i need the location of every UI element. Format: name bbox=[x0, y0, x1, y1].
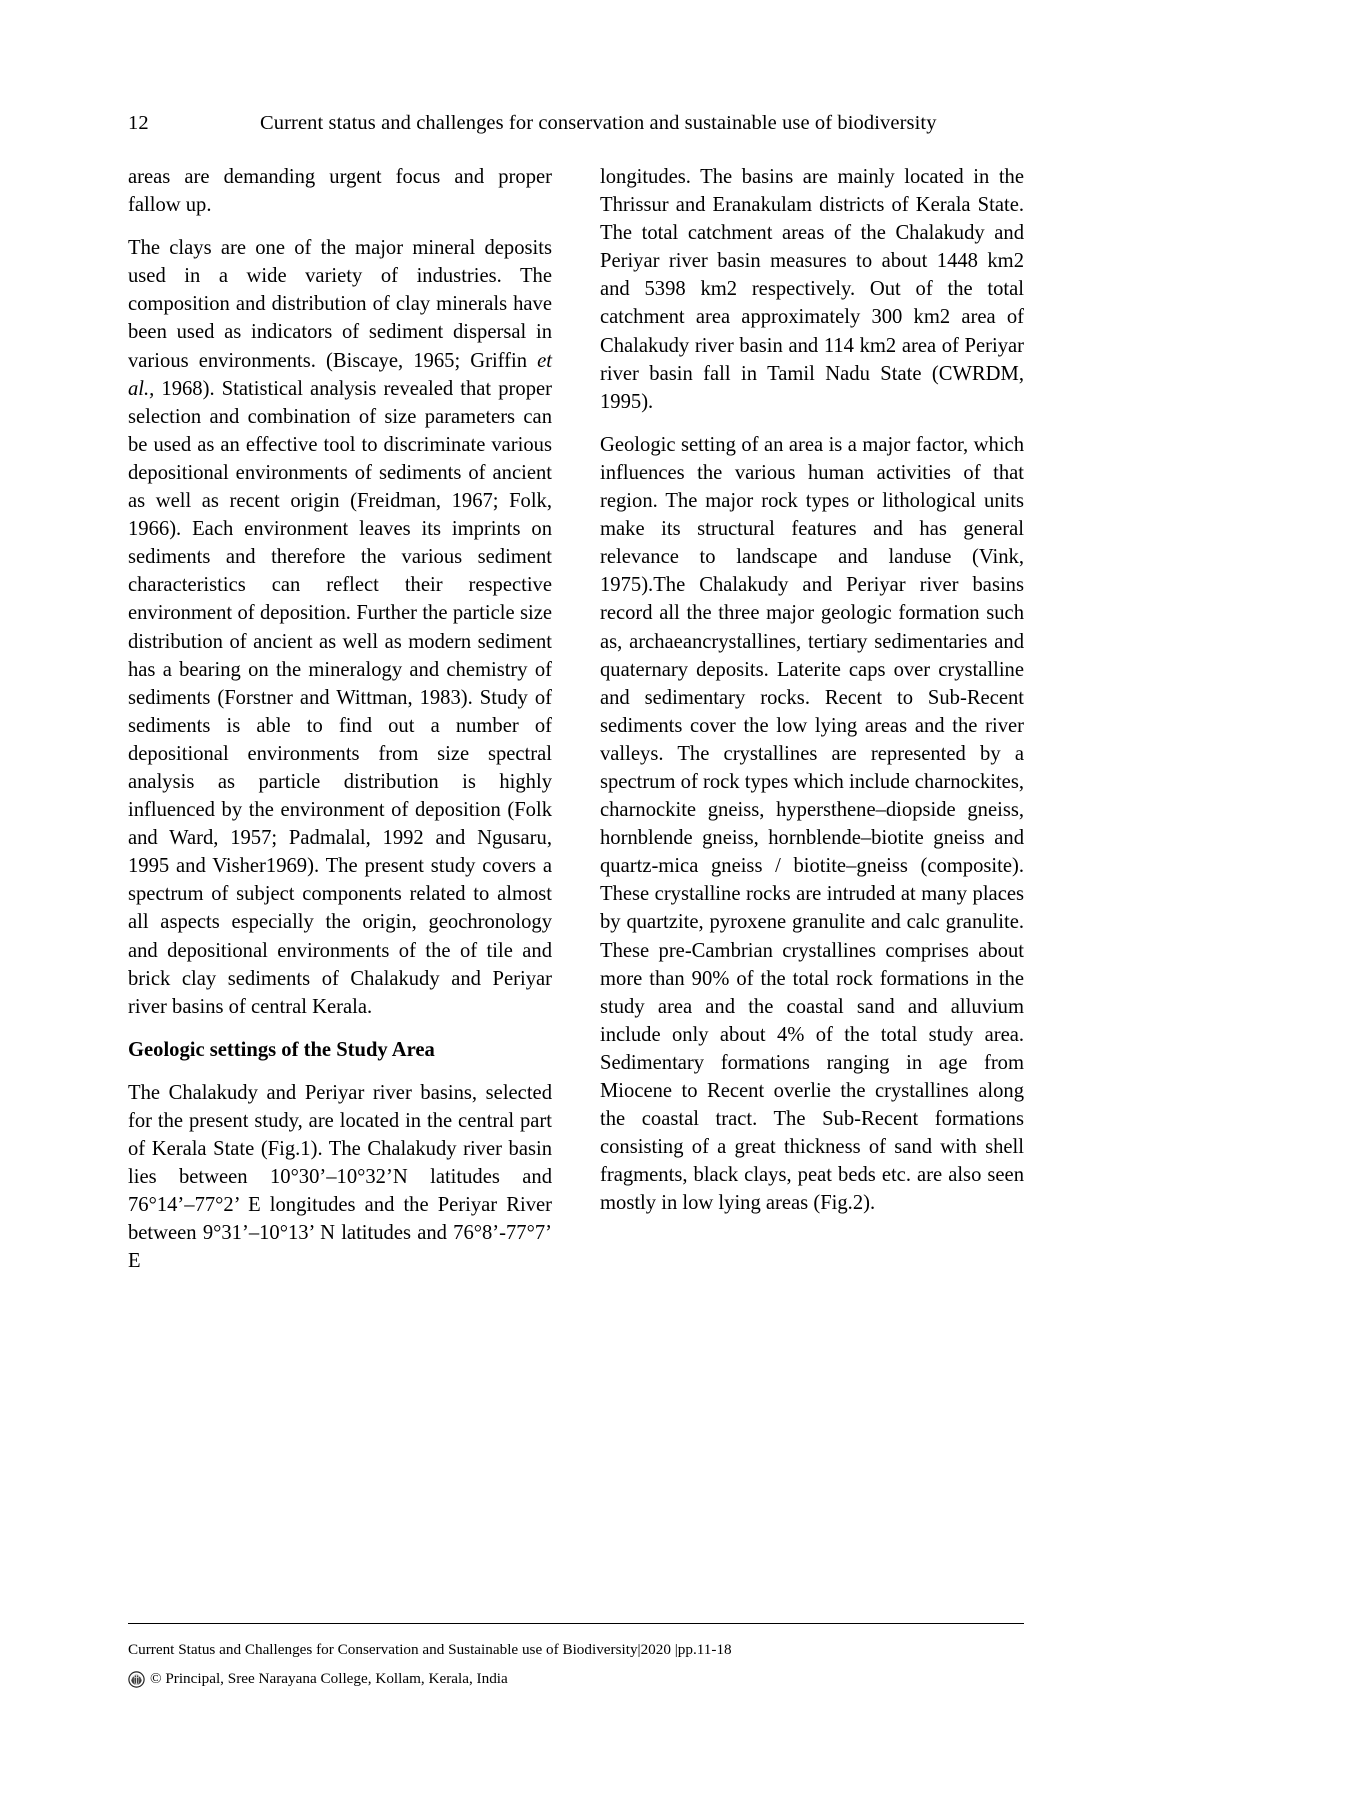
college-emblem-icon bbox=[128, 1671, 145, 1688]
paragraph-right-1: longitudes. The basins are mainly located in the Thrissur and Eranakulam districts of Kerala State. The total catchment areas of the Chalakudy and Periyar river basin measures to about 1448 km2 and 5398 km2 respectively. Out of the total catchment area approximately 300 km2 area of Chalakudy river basin and 114 km2 area of Periyar river basin fall in Tamil Nadu State (CWRDM, 1995). bbox=[600, 166, 1024, 413]
section-heading-geologic-settings: Geologic settings of the Study Area bbox=[128, 1038, 435, 1061]
page-footer bbox=[128, 1637, 1024, 1692]
paragraph-left-2-part-a: The clays are one of the major mineral deposits used in a wide variety of industries. The composition and distribution of clay minerals have been used as indicators of sediment dispersal in various environments. (Biscaye, 1965; Griffin bbox=[128, 237, 552, 372]
paragraph-left-2-part-b: 1968). Statistical analysis revealed that proper selection and combination of size parameters can be used as an effective tool to discriminate various depositional environments of sediments of ancient as well as recent origin (Freidman, 1967; Folk, 1966). Each environment leaves its imprints on sediments and therefore the various sediment characteristics can reflect their respective environment of deposition. Further the particle size distribution of ancient as well as modern sediment has a bearing on the mineralogy and chemistry of sediments (Forstner and Wittman, 1983). Study of sediments is able to find out a number of depositional environments from size spectral analysis as particle distribution is highly influenced by the environment of deposition (Folk and Ward, 1957; Padmalal, 1992 and Ngusaru, 1995 and Visher1969). The present study covers a spectrum of subject components related to almost all aspects especially the origin, geochronology and depositional environments of the of tile and brick clay sediments of Chalakudy and Periyar river basins of central Kerala. bbox=[128, 377, 552, 1018]
body-columns bbox=[128, 163, 1024, 1276]
footer-copyright-text: © Principal, Sree Narayana College, Kollam, Kerala, India bbox=[150, 1670, 508, 1687]
paragraph-left-2 bbox=[128, 234, 552, 1021]
citation-et-al: et al., bbox=[128, 349, 552, 400]
paragraph-left-1: areas are demanding urgent focus and proper fallow up. bbox=[128, 166, 552, 217]
right-column bbox=[600, 163, 1024, 1276]
footer-citation-line: Current Status and Challenges for Conservation and Sustainable use of Biodiversity|2020 |pp.11-18 bbox=[128, 1641, 732, 1658]
paragraph-right-2: Geologic setting of an area is a major factor, which influences the various human activities of that region. The major rock types or lithological units make its structural features and has general relevance to landscape and landuse (Vink, 1975).The Chalakudy and Periyar river basins record all the three major geologic formation such as, archaeancrystallines, tertiary sedimentaries and quaternary deposits. Laterite caps over crystalline and sedimentary rocks. Recent to Sub-Recent sediments cover the low lying areas and the river valleys. The crystallines are represented by a spectrum of rock types which include charnockites, charnockite gneiss, hypersthene–diopside gneiss, hornblende gneiss, hornblende–biotite gneiss and quartz-mica gneiss / biotite–gneiss (composite). These crystalline rocks are intruded at many places by quartzite, pyroxene granulite and calc granulite. These pre-Cambrian crystallines comprises about more than 90% of the total rock formations in the study area and the coastal sand and alluvium include only about 4% of the total study area. Sedimentary formations ranging in age from Miocene to Recent overlie the crystallines along the coastal tract. The Sub-Recent formations consisting of a great thickness of sand with shell fragments, black clays, peat beds etc. are also seen mostly in low lying areas (Fig.2). bbox=[600, 433, 1024, 1215]
footer-divider bbox=[128, 1623, 1024, 1624]
running-head bbox=[128, 112, 1024, 146]
footer-copyright-line bbox=[128, 1666, 1024, 1692]
left-column bbox=[128, 163, 552, 1276]
running-title: Current status and challenges for conservation and sustainable use of biodiversity bbox=[260, 112, 937, 134]
paragraph-left-3: The Chalakudy and Periyar river basins, selected for the present study, are located in the central part of Kerala State (Fig.1). The Chalakudy river basin lies between 10°30’–10°32’N latitudes and 76°14’–77°2’ E longitudes and the Periyar River between 9°31’–10°13’ N latitudes and 76°8’-77°7’ E bbox=[128, 1081, 552, 1273]
page-number: 12 bbox=[128, 112, 149, 134]
